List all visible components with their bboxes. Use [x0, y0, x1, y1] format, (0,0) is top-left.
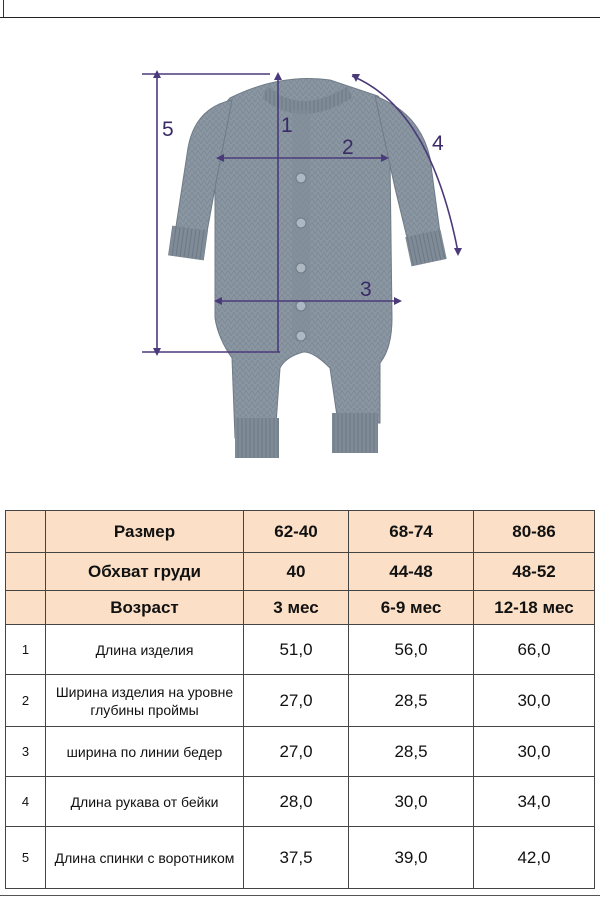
- table-row: [6, 827, 595, 889]
- header-row-age: [6, 591, 595, 625]
- top-left-rule: [3, 0, 4, 18]
- size-chart-table: [5, 510, 595, 889]
- row-value: 42,0: [474, 827, 595, 889]
- row-number: 2: [6, 675, 46, 727]
- header-corner-cell: [6, 553, 46, 591]
- header-corner-cell: [6, 591, 46, 625]
- row-value: 30,0: [474, 675, 595, 727]
- row-value: 28,0: [244, 777, 349, 827]
- header-corner-cell: [6, 511, 46, 553]
- measure-label-3: 3: [360, 278, 372, 301]
- row-number: 4: [6, 777, 46, 827]
- header-value: 80-86: [474, 511, 595, 553]
- header-row-size: [6, 511, 595, 553]
- measure-label-2: 2: [342, 136, 354, 159]
- row-value: 51,0: [244, 625, 349, 675]
- romper-illustration: [0, 18, 600, 488]
- row-name: Длина рукава от бейки: [46, 777, 244, 827]
- right-leg-cuff: [332, 413, 378, 453]
- left-leg-cuff: [235, 418, 279, 458]
- header-value: 48-52: [474, 553, 595, 591]
- header-value: 12-18 мес: [474, 591, 595, 625]
- row-name: Длина изделия: [46, 625, 244, 675]
- row-value: 56,0: [349, 625, 474, 675]
- row-number: 5: [6, 827, 46, 889]
- bottom-rule: [0, 895, 600, 896]
- header-value: 68-74: [349, 511, 474, 553]
- row-value: 27,0: [244, 675, 349, 727]
- header-value: 44-48: [349, 553, 474, 591]
- row-number: 1: [6, 625, 46, 675]
- measure-label-4: 4: [432, 132, 444, 155]
- row-value: 34,0: [474, 777, 595, 827]
- measure-label-1: 1: [281, 114, 293, 137]
- row-number: 3: [6, 727, 46, 777]
- header-value: 6-9 мес: [349, 591, 474, 625]
- header-value: 40: [244, 553, 349, 591]
- header-value: 62-40: [244, 511, 349, 553]
- left-cuff: [168, 226, 208, 261]
- header-label: Возраст: [46, 591, 244, 625]
- header-row-chest: [6, 553, 595, 591]
- table-row: [6, 625, 595, 675]
- table-row: [6, 777, 595, 827]
- header-label: Обхват груди: [46, 553, 244, 591]
- row-value: 37,5: [244, 827, 349, 889]
- table-row: [6, 675, 595, 727]
- table-row: [6, 727, 595, 777]
- row-value: 28,5: [349, 727, 474, 777]
- row-value: 66,0: [474, 625, 595, 675]
- row-value: 30,0: [349, 777, 474, 827]
- row-value: 28,5: [349, 675, 474, 727]
- row-name: Длина спинки с воротником: [46, 827, 244, 889]
- row-value: 39,0: [349, 827, 474, 889]
- row-value: 30,0: [474, 727, 595, 777]
- row-value: 27,0: [244, 727, 349, 777]
- row-name: Ширина изделия на уровне глубины проймы: [46, 675, 244, 727]
- header-label: Размер: [46, 511, 244, 553]
- header-value: 3 мес: [244, 591, 349, 625]
- row-name: ширина по линии бедер: [46, 727, 244, 777]
- measure-label-5: 5: [162, 118, 174, 141]
- romper-measurement-diagram: [0, 18, 600, 488]
